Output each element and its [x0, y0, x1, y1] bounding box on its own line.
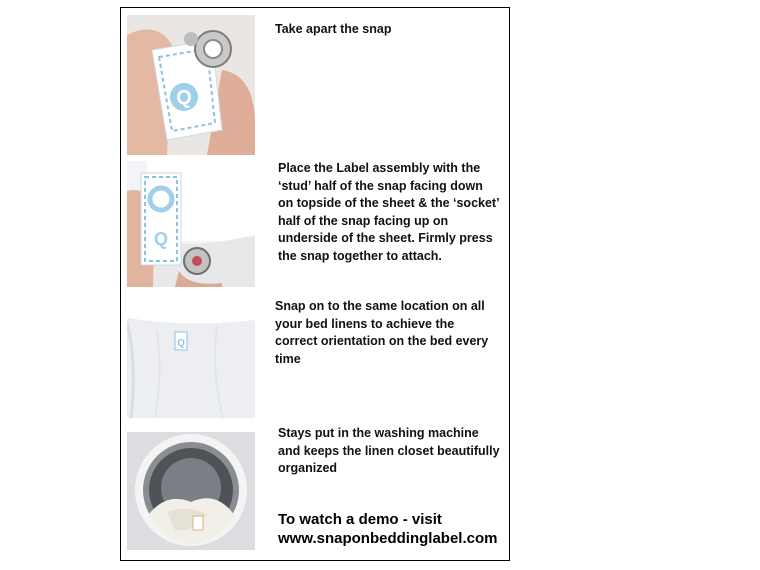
step-2-text: Place the Label assembly with the ‘stud’ half of the snap facing down on topside of the sheet & the ‘socket’ half of the snap facing up on underside of the sheet. Firmly press the snap together to attach. — [278, 161, 499, 263]
step-3-text: Snap on to the same location on all your bed linens to achieve the correct orientation on the bed every time — [275, 299, 489, 366]
step-4-text: Stays put in the washing machine and keeps the linen closet beautifully organized — [278, 426, 500, 475]
step-1-text: Take apart the snap — [275, 22, 392, 36]
fitted-sheet-with-label-photo — [127, 302, 255, 418]
label-attached-to-sheet-photo — [127, 161, 255, 287]
demo-line-1: To watch a demo - visit — [278, 511, 442, 528]
washing-machine-photo — [127, 432, 255, 550]
demo-url[interactable]: www.snaponbeddinglabel.com — [278, 530, 498, 547]
svg-text:Q: Q — [177, 338, 185, 349]
hand-separating-snap-photo — [127, 15, 255, 155]
svg-text:Q: Q — [153, 229, 169, 249]
demo-callout — [278, 510, 497, 548]
instruction-sheet — [120, 7, 510, 561]
svg-text:Q: Q — [176, 87, 192, 109]
